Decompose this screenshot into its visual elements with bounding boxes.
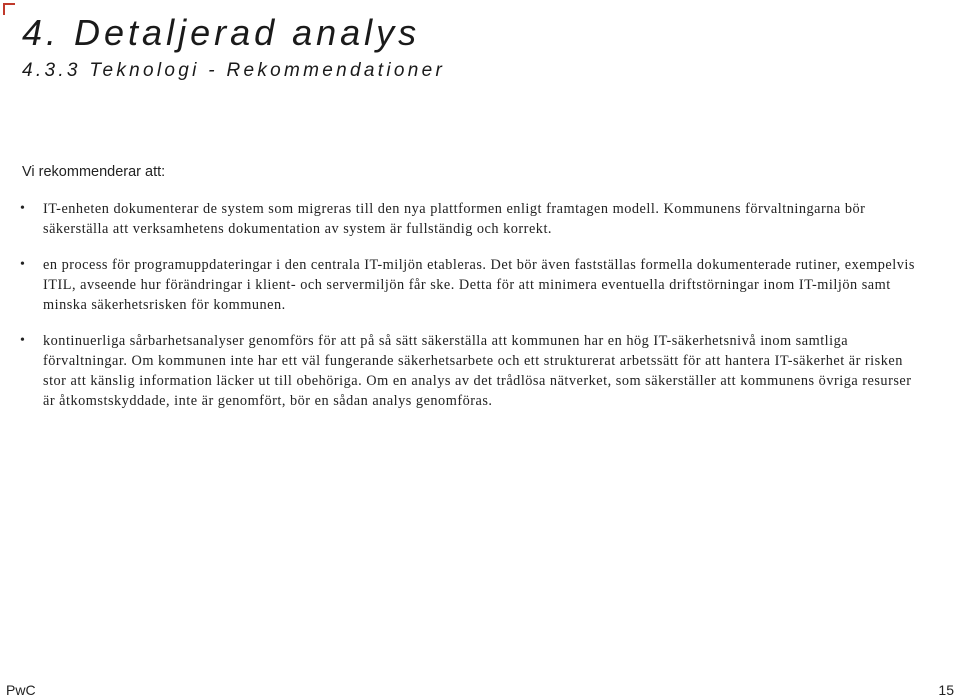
recommendation-text: kontinuerliga sårbarhetsanalyser genomförs för att på så sätt säkerställa att kommunen har en hög IT-säkerhetsnivå inom samtliga förvaltningar. Om kommunen inte har ett väl fungerande säkerhetsarbete och ett strukturerat arbetssätt för att hantera IT-säkerhet är risken stor att känslig information läcker ut till obehöriga. Om en analys av det trådlösa nätverket, som säkerställer att kommunens övriga resurser är åtkomstskyddade, inte är genomfört, bör en sådan analys genomföras. — [43, 333, 912, 409]
page-title: 4. Detaljerad analys — [22, 12, 421, 53]
footer-brand: PwC — [6, 682, 36, 698]
recommendation-text: en process för programuppdateringar i den centrala IT-miljön etableras. Det bör även fastställas formella dokumenterade rutiner, exempelvis ITIL, avseende hur förändringar i klient- och servermiljön får ske. Detta för att minimera eventuella driftstörningar inom IT-miljön samt minska säkerhetsrisken för kommunen. — [43, 257, 915, 313]
bullet-icon: • — [20, 333, 26, 348]
section-subtitle: 4.3.3 Teknologi - Rekommendationer — [22, 60, 446, 81]
bullet-icon: • — [20, 257, 26, 272]
recommendation-text: IT-enheten dokumenterar de system som migreras till den nya plattformen enligt framtagen modell. Kommunens förvaltningarna bör säkerställa att verksamhetens dokumentation av system är fullständig och korrekt. — [43, 201, 866, 237]
intro-text: Vi rekommenderar att: — [22, 164, 166, 180]
recommendation-item — [20, 255, 925, 315]
corner-mark — [3, 3, 15, 15]
recommendation-item — [20, 331, 925, 411]
bullet-icon: • — [20, 201, 26, 216]
recommendation-item — [20, 199, 925, 239]
recommendation-list — [20, 199, 925, 427]
page-number: 15 — [938, 682, 954, 698]
